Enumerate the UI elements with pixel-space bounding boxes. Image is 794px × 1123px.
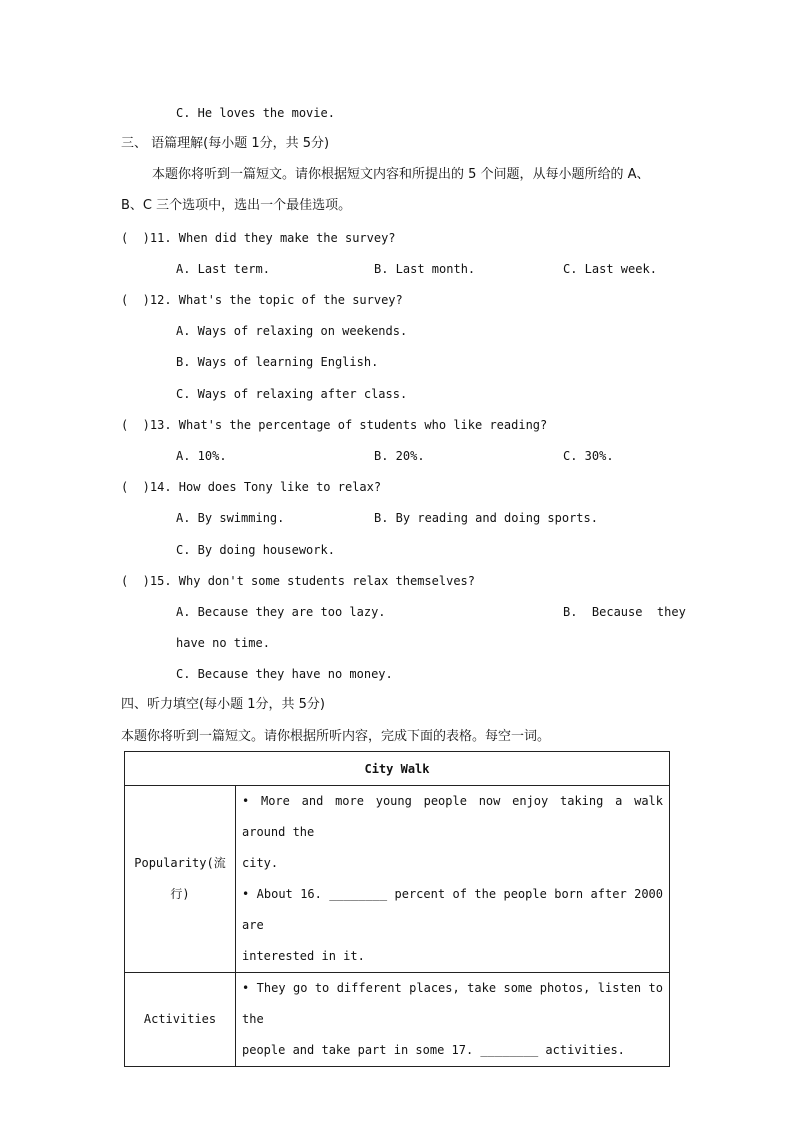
row-label-popularity [125,786,236,973]
section3-instruction: 本题你将听到一篇短文。请你根据短文内容和所提出的 5 个问题，从每小题所给的 A、 [152,167,650,182]
q13-option-c: C. 30%. [563,449,614,463]
table-row [125,973,670,1067]
q13-option-a: A. 10%. [176,449,227,463]
question-14: ( )14. How does Tony like to relax? [121,480,382,494]
question-12: ( )12. What's the topic of the survey? [121,293,403,307]
row-line-blank-16: • About 16. ________ percent of the people born after 2000 are [242,887,663,932]
q13-option-b: B. 20%. [374,449,425,463]
row-label-line: 行) [170,887,190,901]
city-walk-table [124,751,670,1067]
q14-option-c: C. By doing housework. [176,543,335,557]
q15-option-c: C. Because they have no money. [176,667,393,681]
q12-option-b: B. Ways of learning English. [176,355,379,369]
question-15: ( )15. Why don't some students relax themselves? [121,574,476,588]
row-line: • They go to different places, take some photos, listen to the [242,981,663,1026]
section3-heading: 三、 语篇理解(每小题 1分，共 5分) [121,136,330,151]
row-line: city. [242,856,279,870]
row-label-line: Activities [143,1012,217,1026]
section4-heading: 四、听力填空(每小题 1分，共 5分) [121,697,325,712]
row-label-line: Popularity(流 [134,856,226,870]
q14-option-b: B. By reading and doing sports. [374,511,598,525]
q12-option-c: C. Ways of relaxing after class. [176,387,408,401]
q15-option-b: B. Because they [563,605,686,619]
q11-option-b: B. Last month. [374,262,476,276]
q15-option-a: A. Because they are too lazy. [176,605,386,619]
q14-option-a: A. By swimming. [176,511,285,525]
row-line-blank-17: people and take part in some 17. ________ activities. [242,1043,625,1057]
question-13: ( )13. What's the percentage of students who like reading? [121,418,548,432]
row-line: interested in it. [242,949,365,963]
q10-option-c: C. He loves the movie. [176,106,335,120]
row-line: • More and more young people now enjoy taking a walk around the [242,794,663,839]
q12-option-a: A. Ways of relaxing on weekends. [176,324,408,338]
table-row [125,786,670,973]
section4-instruction: 本题你将听到一篇短文。请你根据所听内容，完成下面的表格。每空一词。 [121,729,551,744]
q11-option-a: A. Last term. [176,262,270,276]
q15-option-b-cont: have no time. [176,636,270,650]
row-content-activities [236,973,670,1067]
question-11: ( )11. When did they make the survey? [121,231,396,245]
row-label-activities [125,973,236,1067]
table-title: City Walk [125,752,670,786]
row-content-popularity [236,786,670,973]
q11-option-c: C. Last week. [563,262,657,276]
section3-instruction-cont: B、C 三个选项中，选出一个最佳选项。 [121,198,352,213]
